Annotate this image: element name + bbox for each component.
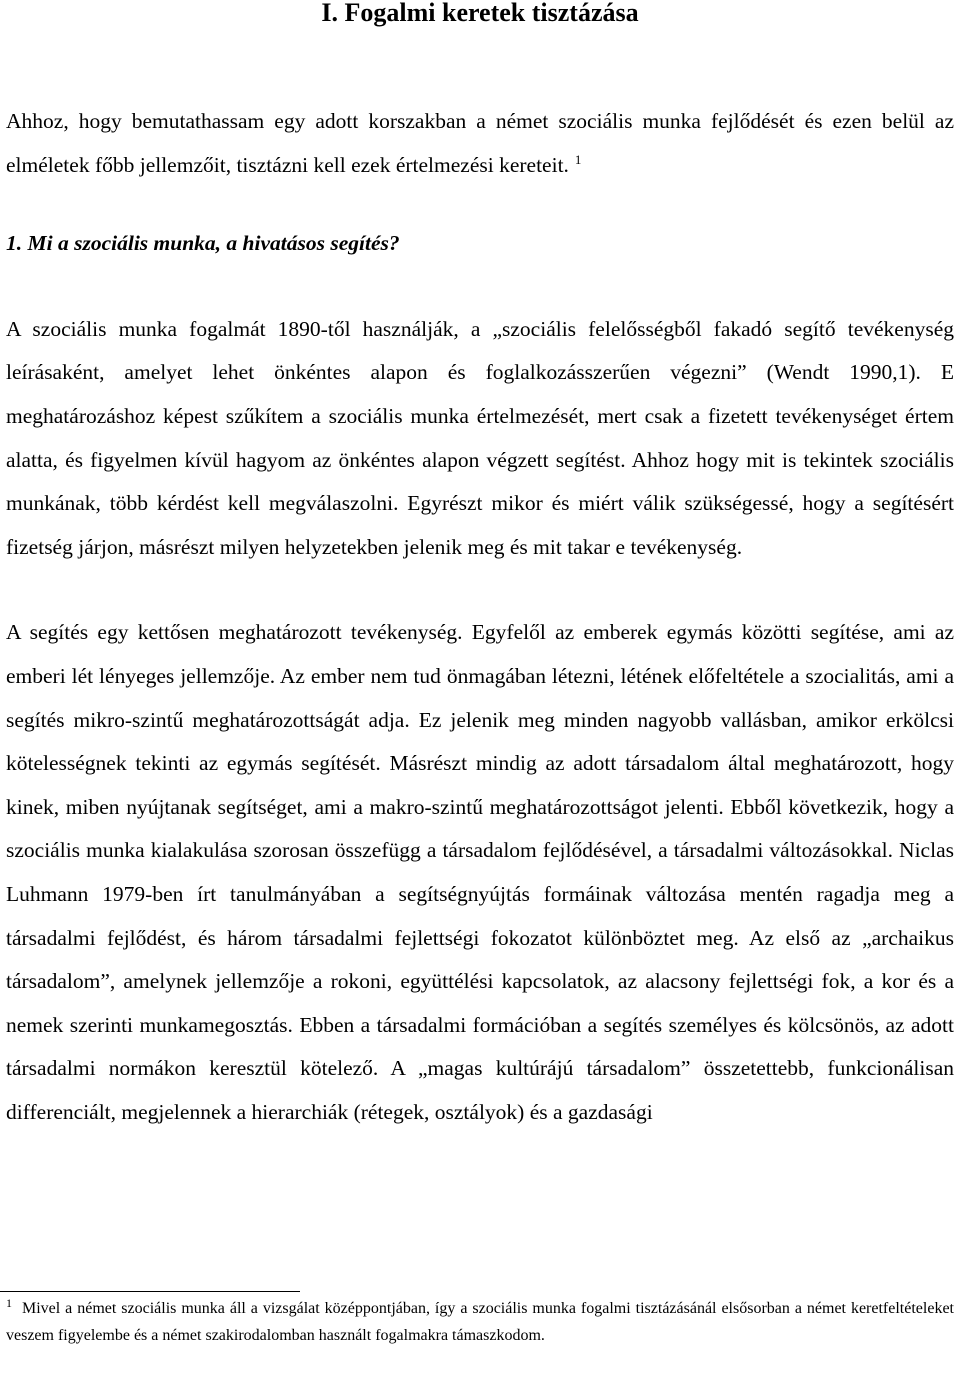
footnote-text: Mivel a német szociális munka áll a vizsgálat középpontjában, így a szociális munka fogalmi tisztázásánál elsősorban a német keretfeltételeket veszem figyelembe és a német szakirodalomban használt fogalmakra támaszkodom. [6, 1300, 954, 1344]
footnote-reference[interactable]: 1 [574, 151, 582, 167]
chapter-title: I. Fogalmi keretek tisztázása [321, 0, 639, 27]
footnote-number: 1 [6, 1296, 12, 1310]
body-paragraph: A szociális munka fogalmát 1890-től használják, a „szociális felelősségből fakadó segítő tevékenység leírásaként, amelyet lehet önkéntes alapon és foglalkozásszerűen végezni” (Wendt 1990,1). E meghatározáshoz képest szűkítem a szociális munka értelmezését, mert csak a fizetett tevékenységet értem alatta, és figyelmen kívül hagyom az önkéntes alapon végzett segítést. Ahhoz hogy mit is tekintek szociális munkának, több kérdést kell megválaszolni. Egyrészt mikor és miért válik szükségessé, hogy a segítésért fizetség járjon, másrészt milyen helyzetekben jelenik meg és mit takar e tevékenység. [6, 316, 954, 559]
intro-paragraph [6, 100, 954, 187]
intro-text: Ahhoz, hogy bemutathassam egy adott korszakban a német szociális munka fejlődését és ezen belül az elméletek főbb jellemzőit, tisztázni kell ezek értelmezési kereteit. [6, 109, 954, 177]
document-page [6, 0, 954, 1134]
footnote [6, 1296, 954, 1348]
footnote-divider [0, 1291, 300, 1292]
section-heading: 1. Mi a szociális munka, a hivatásos segítés? [6, 231, 400, 256]
body-paragraph: A segítés egy kettősen meghatározott tevékenység. Egyfelől az emberek egymás közötti segítése, ami az emberi lét lényeges jellemzője. Az ember nem tud önmagában létezni, létének előfeltétele a szocialitás, ami a segítés mikro-szintű meghatározottságát adja. Ez jelenik meg minden nagyobb vallásban, amikor erkölcsi kötelességnek tekinti az egymás segítését. Másrészt mindig az adott társadalom által meghatározott, hogy kinek, miben nyújtanak segítséget, ami a makro-szintű meghatározottságot jelenti. Ebből következik, hogy a szociális munka kialakulása szorosan összefügg a társadalom fejlődésével, a társadalmi változásokkal. Niclas Luhmann 1979-ben írt tanulmányában a segítségnyújtás formáinak változása mentén ragadja meg a társadalmi fejlődést, és három társadalmi fejlettségi fokozatot különböztet meg. Az első az „archaikus társadalom”, amelynek jellemzője a rokoni, együttélési kapcsolatok, az alacsony fejlettségi fok, a kor és a nemek szerinti munkamegosztás. Ebben a társadalmi formációban a segítés személyes és kölcsönös, az adott társadalmi normákon keresztül kötelező. A „magas kultúrájú társadalom” összetettebb, funkcionálisan differenciált, megjelennek a hierarchiák (rétegek, osztályok) és a gazdasági [6, 620, 954, 1124]
